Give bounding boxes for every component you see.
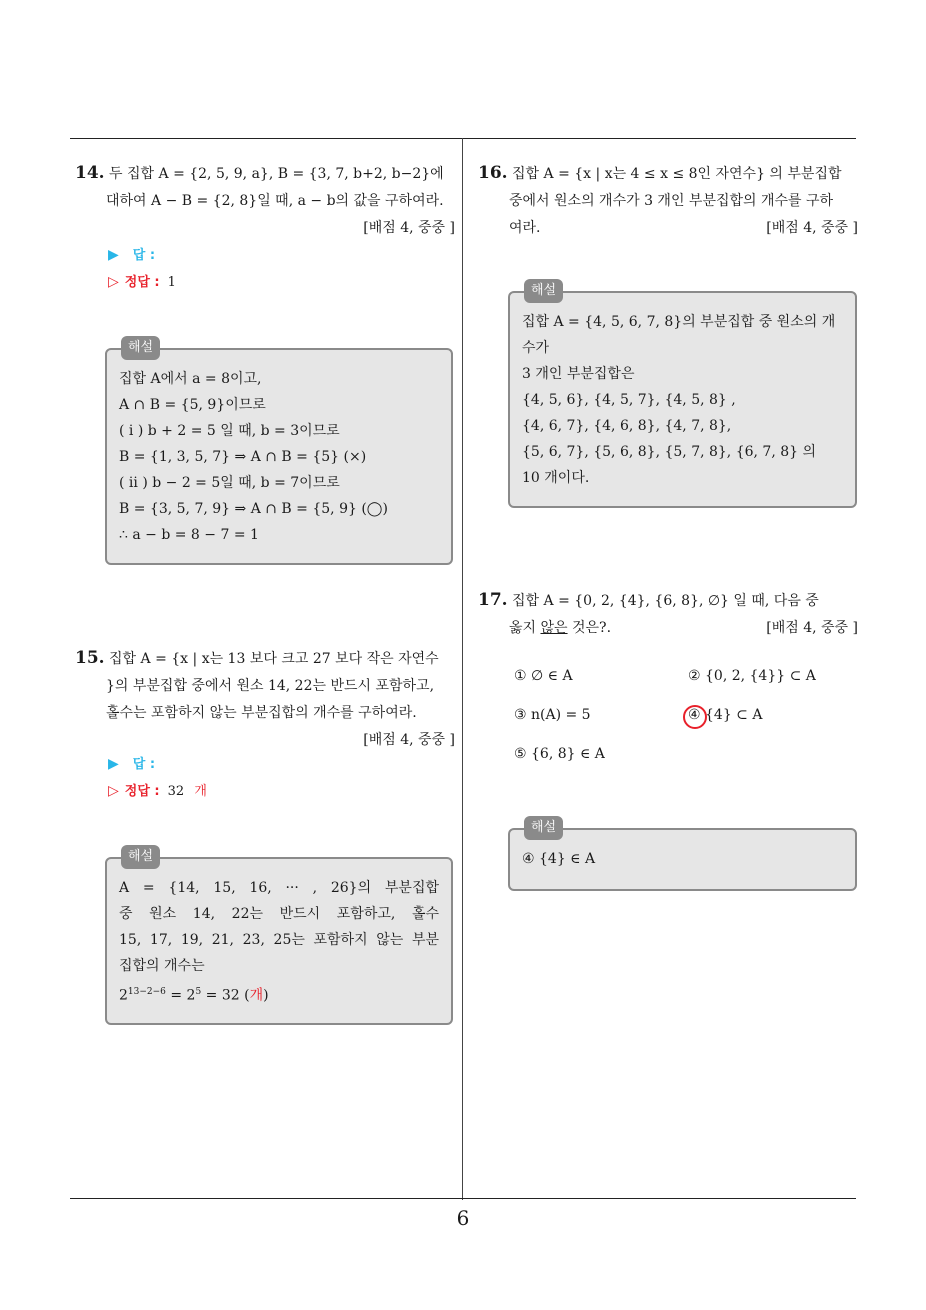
- problem-text: 대하여 A − B = {2, 8}일 때, a − b의 값을 구하여라.: [106, 193, 444, 209]
- solution-line: B = {1, 3, 5, 7} ⇒ A ∩ B = {5} (×): [119, 449, 367, 465]
- problem-text: 여라.: [509, 220, 541, 236]
- solution-tag: 해설: [524, 279, 563, 303]
- choice-5[interactable]: ⑤ {6, 8} ∈ A: [514, 746, 605, 762]
- solution-line: 15, 17, 19, 21, 23, 25는 포함하지 않는 부분: [119, 932, 439, 948]
- solution-line: {4, 6, 7}, {4, 6, 8}, {4, 7, 8},: [522, 418, 732, 434]
- solution-box: [508, 820, 857, 891]
- solution-tag: 해설: [524, 816, 563, 840]
- problem-text: 두 집합 A = {2, 5, 9, a}, B = {3, 7, b+2, b−2}에: [109, 166, 444, 182]
- problem-number: 16.: [478, 163, 508, 183]
- answer-label: 답 :: [132, 757, 156, 772]
- answer-block: [108, 242, 176, 296]
- score-info: [배점 4, 중중 ]: [766, 220, 858, 236]
- score-info: [배점 4, 중중 ]: [363, 220, 455, 236]
- choice-1[interactable]: ① ∅ ∈ A: [514, 668, 573, 684]
- selected-answer-circle-icon: [683, 705, 707, 729]
- choice-3[interactable]: ③ n(A) = 5: [514, 707, 591, 723]
- choice-4[interactable]: ④ {4} ⊂ A: [688, 707, 763, 723]
- problem-16: [478, 160, 858, 242]
- choice-2[interactable]: ② {0, 2, {4}} ⊂ A: [688, 668, 816, 684]
- solution-line: {5, 6, 7}, {5, 6, 8}, {5, 7, 8}, {6, 7, 8} 의: [522, 444, 817, 460]
- play-icon: ▶: [108, 756, 119, 772]
- solution-line: 중 원소 14, 22는 반드시 포함하고, 홀수: [119, 906, 439, 922]
- problem-text: 집합 A = {x | x는 13 보다 크고 27 보다 작은 자연수: [109, 651, 439, 667]
- correct-answer-value: 32: [167, 784, 185, 799]
- solution-line: ( i ) b + 2 = 5 일 때, b = 3이므로: [119, 423, 340, 439]
- correct-answer-label: 정답 :: [124, 784, 160, 799]
- solution-tag: 해설: [121, 845, 160, 869]
- problem-number: 15.: [75, 648, 105, 668]
- play-icon: ▶: [108, 247, 119, 263]
- problem-15: [75, 645, 455, 754]
- solution-line: 3 개인 부분집합은: [522, 366, 635, 382]
- solution-box: [105, 849, 453, 1025]
- choice-list: [514, 668, 858, 778]
- score-info: [배점 4, 중중 ]: [766, 620, 858, 636]
- solution-line: B = {3, 5, 7, 9} ⇒ A ∩ B = {5, 9} (◯): [119, 501, 388, 517]
- problem-text: 집합 A = {0, 2, {4}, {6, 8}, ∅} 일 때, 다음 중: [512, 593, 819, 609]
- solution-box: [508, 283, 857, 508]
- solution-line: 10 개이다.: [522, 470, 590, 486]
- problem-17: [478, 587, 858, 642]
- problem-text: 옳지 않은 것은?.: [509, 620, 612, 636]
- solution-line: 집합의 개수는: [119, 958, 205, 974]
- answer-label: 답 :: [132, 248, 156, 263]
- solution-line: 집합 A에서 a = 8이고,: [119, 371, 262, 387]
- header-rule: [70, 138, 856, 139]
- problem-number: 14.: [75, 163, 105, 183]
- solution-line: ( ii ) b − 2 = 5일 때, b = 7이므로: [119, 475, 340, 491]
- solution-line: 수가: [522, 340, 550, 356]
- solution-line: {4, 5, 6}, {4, 5, 7}, {4, 5, 8} ,: [522, 392, 736, 408]
- solution-line: ④ {4} ∈ A: [522, 851, 596, 867]
- open-triangle-icon: ▷: [108, 274, 119, 290]
- problem-text: }의 부분집합 중에서 원소 14, 22는 반드시 포함하고,: [106, 678, 435, 694]
- problem-number: 17.: [478, 590, 508, 610]
- open-triangle-icon: ▷: [108, 783, 119, 799]
- problem-text: 홀수는 포함하지 않는 부분집합의 개수를 구하여라.: [106, 705, 417, 721]
- correct-answer-label: 정답 :: [124, 275, 160, 290]
- problem-text: 중에서 원소의 개수가 3 개인 부분집합의 개수를 구하: [509, 193, 834, 209]
- score-info: [배점 4, 중중 ]: [363, 732, 455, 748]
- answer-unit: 개: [194, 784, 207, 799]
- solution-tag: 해설: [121, 336, 160, 360]
- correct-answer-value: 1: [167, 275, 176, 290]
- page-number: 6: [456, 1206, 470, 1230]
- solution-line: ∴ a − b = 8 − 7 = 1: [119, 527, 259, 543]
- solution-box: [105, 340, 453, 565]
- footer-rule: [70, 1198, 856, 1199]
- solution-formula: $2^{13-2-6} = 2^5 = 32$ (개): [119, 987, 269, 1004]
- problem-14: [75, 160, 455, 242]
- problem-text: 집합 A = {x | x는 4 ≤ x ≤ 8인 자연수} 의 부분집합: [512, 166, 842, 182]
- solution-line: 집합 A = {4, 5, 6, 7, 8}의 부분집합 중 원소의 개: [522, 314, 836, 330]
- column-divider: [462, 138, 463, 1200]
- answer-block: [108, 751, 207, 805]
- solution-line: A ∩ B = {5, 9}이므로: [119, 397, 266, 413]
- solution-line: A = {14, 15, 16, ··· , 26}의 부분집합: [119, 880, 439, 896]
